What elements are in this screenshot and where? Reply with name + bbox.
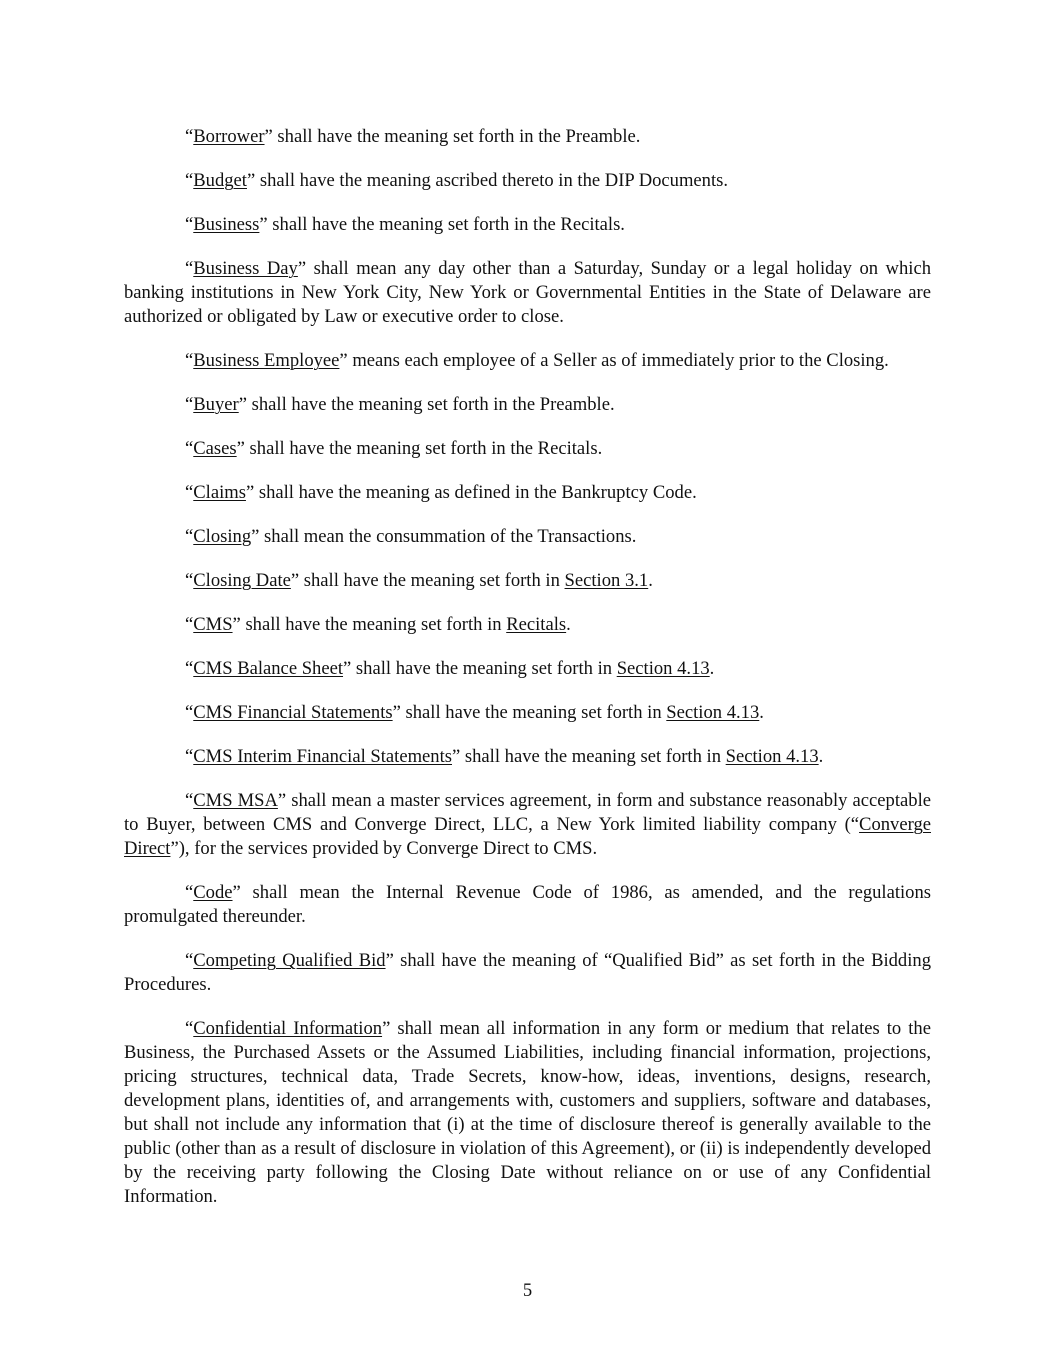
definition-paragraph [124, 745, 931, 769]
definition-paragraph [124, 789, 931, 861]
defined-term: CMS Balance Sheet [193, 658, 344, 679]
paragraph-text: “ [185, 746, 194, 767]
paragraph-text: “ [185, 526, 194, 547]
defined-term: Section 4.13 [616, 658, 710, 679]
paragraph-text: . [759, 702, 764, 723]
defined-term: CMS MSA [193, 790, 278, 811]
paragraph-text: ” shall have the meaning set forth in the Preamble. [238, 394, 615, 415]
defined-term: Cases [193, 438, 237, 459]
paragraph-text: ” shall have the meaning set forth in [392, 702, 667, 723]
paragraph-text: “ [185, 394, 194, 415]
paragraph-text: ” shall have the meaning set forth in the Recitals. [236, 438, 603, 459]
defined-term: Section 3.1 [564, 570, 649, 591]
defined-term: CMS [193, 614, 233, 635]
paragraph-text: “ [185, 126, 194, 147]
paragraph-text: ” shall mean all information in any form or medium that relates to the Business, the Purchased Assets or the Assumed Liabilities, including financial information, projections, pricing structures, technical data, Trade Secrets, know-how, ideas, inventions, designs, research, development plans, identities of, and arrangements with, customers and suppliers, software and databases, but shall not include any information that (i) at the time of disclosure thereof is generally available to the public (other than as a result of disclosure in violation of this Agreement), or (ii) is independently developed by the receiving party following the Closing Date without reliance on or use of any Confidential Information. [124, 1018, 931, 1207]
paragraph-text: . [566, 614, 571, 635]
definition-paragraph [124, 125, 931, 149]
paragraph-text: “ [185, 882, 194, 903]
paragraph-text: ” shall have the meaning set forth in the Preamble. [264, 126, 641, 147]
definition-paragraph [124, 613, 931, 637]
defined-term: Claims [193, 482, 246, 503]
paragraph-text: “ [185, 170, 194, 191]
paragraph-text: “ [185, 214, 194, 235]
defined-term: CMS Interim Financial Statements [193, 746, 452, 767]
definition-paragraph [124, 701, 931, 725]
paragraph-text: “ [185, 950, 194, 971]
definition-paragraph [124, 213, 931, 237]
definition-paragraph [124, 657, 931, 681]
paragraph-text: “ [185, 1018, 194, 1039]
paragraph-text: ” shall have the meaning of “Qualified Bid” as set forth in the Bidding Procedures. [124, 950, 931, 995]
defined-term: Competing Qualified Bid [193, 950, 386, 971]
paragraph-text: ”), for the services provided by Converge Direct to CMS. [170, 838, 598, 859]
paragraph-text: “ [185, 614, 194, 635]
definition-paragraph [124, 1017, 931, 1209]
defined-term: Code [193, 882, 233, 903]
defined-term: Confidential Information [193, 1018, 383, 1039]
definition-paragraph [124, 949, 931, 997]
paragraph-text: ” shall mean the consummation of the Transactions. [251, 526, 637, 547]
defined-term: Buyer [193, 394, 239, 415]
paragraph-text: “ [185, 658, 194, 679]
defined-term: Closing [193, 526, 252, 547]
definitions-section [124, 125, 931, 1229]
paragraph-text: “ [185, 258, 194, 279]
paragraph-text: ” shall mean a master services agreement, in form and substance reasonably acceptable to Buyer, between CMS and Converge Direct, LLC, a New York limited liability company (“ [124, 790, 931, 835]
paragraph-text: “ [185, 702, 194, 723]
paragraph-text: “ [185, 790, 194, 811]
defined-term: Business [193, 214, 260, 235]
paragraph-text: ” shall have the meaning set forth in the Recitals. [259, 214, 625, 235]
definition-paragraph [124, 437, 931, 461]
defined-term: Closing Date [193, 570, 291, 591]
definition-paragraph [124, 169, 931, 193]
paragraph-text: “ [185, 570, 194, 591]
paragraph-text: . [818, 746, 824, 767]
paragraph-text: ” shall have the meaning set forth in [232, 614, 507, 635]
paragraph-text: “ [185, 438, 194, 459]
definition-paragraph [124, 569, 931, 593]
definition-paragraph [124, 881, 931, 929]
defined-term: Borrower [193, 126, 265, 147]
defined-term: Converge Direct [124, 814, 931, 859]
defined-term: Section 4.13 [666, 702, 760, 723]
defined-term: Budget [193, 170, 247, 191]
paragraph-text: ” shall have the meaning set forth in [290, 570, 565, 591]
definition-paragraph [124, 393, 931, 417]
paragraph-text: ” shall mean the Internal Revenue Code of 1986, as amended, and the regulations promulgated thereunder. [124, 882, 931, 927]
definition-paragraph [124, 525, 931, 549]
page-number: 5 [522, 1280, 533, 1301]
definition-paragraph [124, 257, 931, 329]
paragraph-text: ” shall have the meaning set forth in [452, 746, 726, 767]
definition-paragraph [124, 349, 931, 373]
paragraph-text: . [648, 570, 653, 591]
paragraph-text: ” shall mean any day other than a Saturday, Sunday or a legal holiday on which banking institutions in New York City, New York or Governmental Entities in the State of Delaware are authorized or obligated by Law or executive order to close. [124, 258, 931, 327]
definition-paragraph [124, 481, 931, 505]
defined-term: CMS Financial Statements [193, 702, 393, 723]
paragraph-text: ” shall have the meaning as defined in the Bankruptcy Code. [245, 482, 697, 503]
paragraph-text: . [709, 658, 715, 679]
defined-term: Recitals [506, 614, 567, 635]
defined-term: Business Employee [193, 350, 340, 371]
paragraph-text: ” means each employee of a Seller as of immediately prior to the Closing. [339, 350, 889, 371]
paragraph-text: ” shall have the meaning ascribed thereto in the DIP Documents. [246, 170, 729, 191]
paragraph-text: ” shall have the meaning set forth in [343, 658, 617, 679]
paragraph-text: “ [185, 482, 194, 503]
paragraph-text: “ [185, 350, 194, 371]
defined-term: Business Day [193, 258, 298, 279]
defined-term: Section 4.13 [725, 746, 819, 767]
